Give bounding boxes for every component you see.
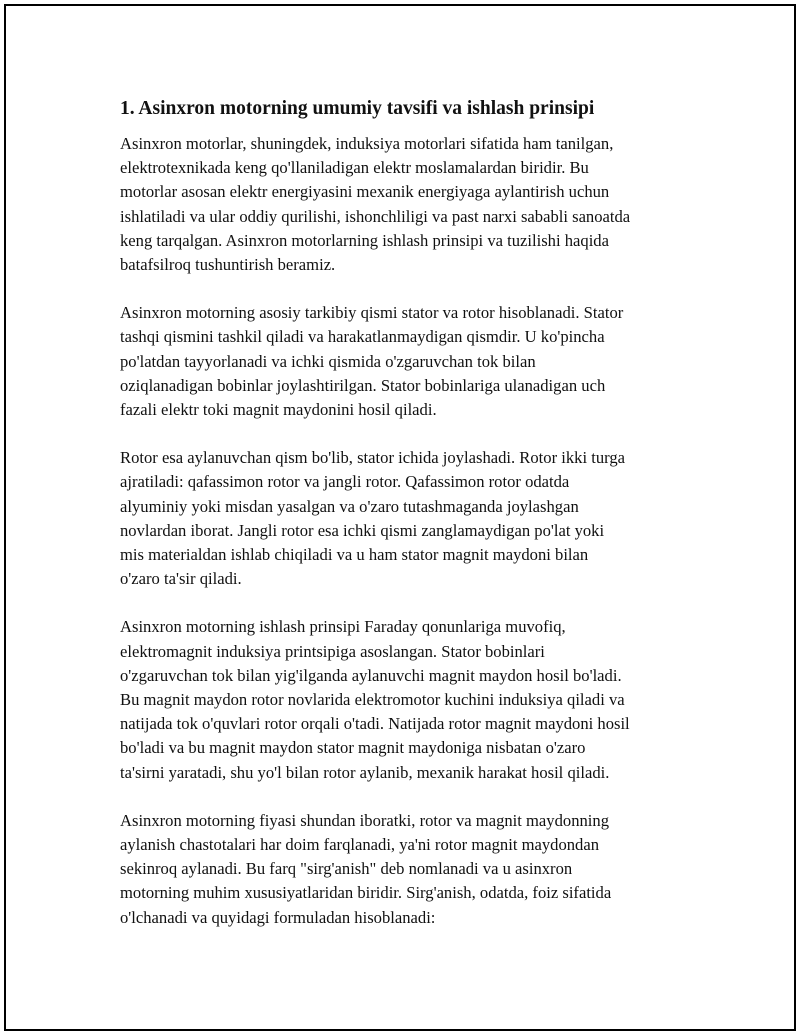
text-line: elektrotexnikada keng qo'llaniladigan elektr moslamalardan biridir. Bu bbox=[120, 158, 589, 178]
text-line: mis materialdan ishlab chiqiladi va u ham stator magnit maydoni bilan bbox=[120, 545, 589, 565]
paragraph-1 bbox=[120, 132, 710, 277]
text-line: Asinxron motorlar, shuningdek, induksiya motorlari sifatida ham tanilgan, bbox=[120, 134, 614, 153]
text-line: Rotor esa aylanuvchan qism bo'lib, stator ichida joylashadi. Rotor ikki turga bbox=[120, 448, 626, 468]
text-line: po'latdan tayyorlanadi va ichki qismida o'zgaruvchan tok bilan bbox=[120, 351, 536, 371]
text-line: novlardan iborat. Jangli rotor esa ichki qismi zanglamaydigan po'lat yoki bbox=[120, 520, 605, 540]
paragraph-5 bbox=[120, 809, 710, 930]
text-line: oziqlanadigan bobinlar joylashtirilgan. Stator bobinlariga ulanadigan uch bbox=[120, 375, 606, 395]
text-line: o'lchanadi va quyidagi formuladan hisoblanadi: bbox=[120, 907, 436, 927]
text-line: tashqi qismini tashkil qiladi va harakatlanmaydigan qismdir. U ko'pincha bbox=[120, 327, 605, 347]
text-line: ta'sirni yaratadi, shu yo'l bilan rotor aylanib, mexanik harakat hosil qiladi. bbox=[120, 762, 610, 782]
text-line: o'zaro ta'sir qiladi. bbox=[120, 569, 242, 589]
text-line: elektromagnit induksiya printsipiga asoslangan. Stator bobinlari bbox=[120, 641, 545, 661]
text-line: aylanish chastotalari har doim farqlanadi, ya'ni rotor magnit maydondan bbox=[120, 835, 599, 855]
text-line: ishlatiladi va ular oddiy qurilishi, ishonchliligi va past narxi sababli sanoatda bbox=[120, 206, 631, 226]
text-line: natijada tok o'quvlari rotor orqali o'tadi. Natijada rotor magnit maydoni hosil bbox=[120, 714, 630, 734]
page-frame bbox=[4, 4, 796, 1031]
paragraph-3 bbox=[120, 446, 710, 591]
text-line: keng tarqalgan. Asinxron motorlarning ishlash prinsipi va tuzilishi haqida bbox=[120, 230, 609, 250]
text-line: batafsilroq tushuntirish beramiz. bbox=[120, 255, 336, 275]
text-line: bo'ladi va bu magnit maydon stator magnit maydoniga nisbatan o'zaro bbox=[120, 738, 586, 758]
text-line: Asinxron motorning fiyasi shundan iboratki, rotor va magnit maydonning bbox=[120, 810, 609, 830]
text-line: Bu magnit maydon rotor novlarida elektromotor kuchini induksiya qiladi va bbox=[120, 690, 625, 710]
text-line: ajratiladi: qafassimon rotor va jangli rotor. Qafassimon rotor odatda bbox=[120, 472, 570, 492]
text-line: Asinxron motorning ishlash prinsipi Faraday qonunlariga muvofiq, bbox=[120, 617, 566, 637]
text-line: motorning muhim xususiyatlaridan biridir. Sirg'anish, odatda, foiz sifatida bbox=[120, 883, 612, 903]
text-line: Asinxron motorning asosiy tarkibiy qismi stator va rotor hisoblanadi. Stator bbox=[120, 303, 624, 323]
paragraph-2 bbox=[120, 301, 710, 422]
text-line: o'zgaruvchan tok bilan yig'ilganda aylanuvchi magnit maydon hosil bo'ladi. bbox=[120, 665, 622, 685]
text-line: motorlar asosan elektr energiyasini mexanik energiyaga aylantirish uchun bbox=[120, 182, 610, 202]
section-heading: 1. Asinxron motorning umumiy tavsifi va ishlash prinsipi bbox=[120, 98, 595, 119]
text-line: alyuminiy yoki misdan yasalgan va o'zaro tutashmaganda joylashgan bbox=[120, 496, 579, 516]
text-line: sekinroq aylanadi. Bu farq "sirg'anish" deb nomlanadi va u asinxron bbox=[120, 859, 573, 879]
document-body bbox=[120, 96, 710, 954]
paragraph-4 bbox=[120, 615, 710, 784]
text-line: fazali elektr toki magnit maydonini hosil qiladi. bbox=[120, 400, 437, 420]
